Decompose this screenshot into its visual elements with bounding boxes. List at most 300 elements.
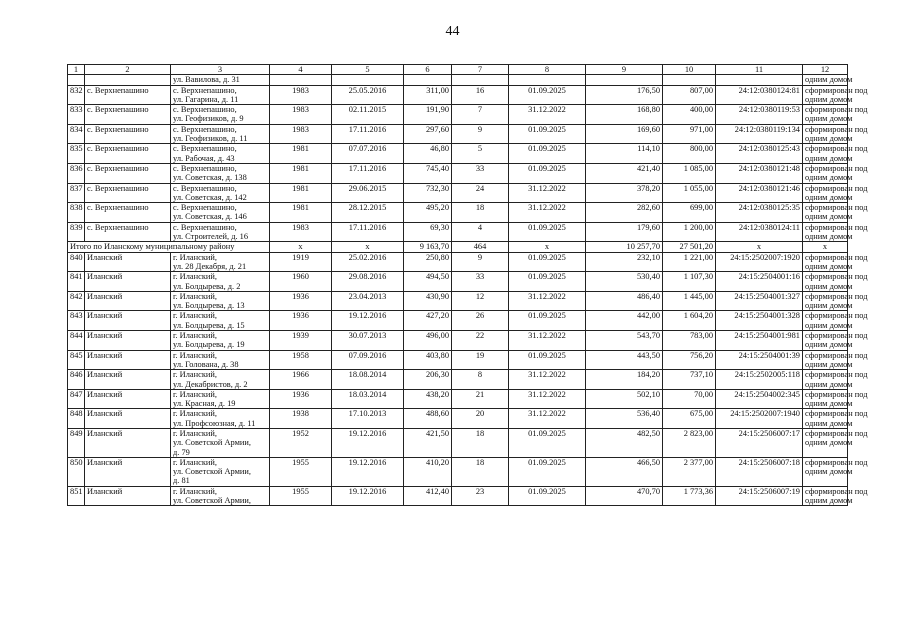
cell-date: 19.12.2016 — [332, 486, 404, 506]
total-area: 9 163,70 — [404, 242, 452, 252]
table-row — [68, 486, 848, 506]
cell-year: 1955 — [270, 486, 332, 506]
cell-area: 745,40 — [404, 163, 452, 183]
cell-number: 848 — [68, 409, 85, 429]
cell-date: 19.12.2016 — [332, 457, 404, 486]
cell-municipality: Иланский — [85, 272, 171, 292]
cell-area-2: 486,40 — [586, 291, 663, 311]
cell-residents: 12 — [452, 291, 509, 311]
cell-address: ул. Вавилова, д. 31 — [171, 75, 270, 85]
cell-number: 846 — [68, 370, 85, 390]
cell-municipality: Иланский — [85, 389, 171, 409]
cell-residents: 18 — [452, 457, 509, 486]
cell-address: с. Верхнепашино, ул. Гагарина, д. 11 — [171, 85, 270, 105]
cell-municipality: Иланский — [85, 291, 171, 311]
cell-year: 1955 — [270, 457, 332, 486]
cell-area-2: 282,60 — [586, 203, 663, 223]
cell-municipality: Иланский — [85, 252, 171, 272]
cell-cost: 1 107,30 — [663, 272, 716, 292]
cell-year: 1952 — [270, 428, 332, 457]
cell-residents: 21 — [452, 389, 509, 409]
cell-number: 834 — [68, 124, 85, 144]
total-residents: 464 — [452, 242, 509, 252]
cell-area-2: 470,70 — [586, 486, 663, 506]
cell-date: 07.07.2016 — [332, 144, 404, 164]
column-header: 2 — [85, 65, 171, 75]
cell-date: 02.11.2015 — [332, 105, 404, 125]
cell-date: 19.12.2016 — [332, 311, 404, 331]
cell-municipality: Иланский — [85, 370, 171, 390]
cell-number: 844 — [68, 331, 85, 351]
cell-municipality: Иланский — [85, 457, 171, 486]
cell-status: сформирован под одним домом — [803, 409, 848, 429]
cell-area-2: 168,80 — [586, 105, 663, 125]
cell-cadastral: 24:12:0380119:134 — [716, 124, 803, 144]
cell-cadastral: 24:12:0380119:53 — [716, 105, 803, 125]
cell-cost: 1 200,00 — [663, 222, 716, 242]
cell-plan-date: 01.09.2025 — [509, 272, 586, 292]
cell-cadastral: 24:15:2506007:17 — [716, 428, 803, 457]
cell-cadastral: 24:15:2502005:118 — [716, 370, 803, 390]
cell-status: сформирован под одним домом — [803, 350, 848, 370]
cell-residents: 18 — [452, 203, 509, 223]
cell-status: сформирован под одним домом — [803, 105, 848, 125]
cell-residents: 18 — [452, 428, 509, 457]
table-row — [68, 428, 848, 457]
cell-municipality: с. Верхнепашино — [85, 124, 171, 144]
cell-empty — [716, 75, 803, 85]
cell-municipality: Иланский — [85, 428, 171, 457]
cell-year: 1958 — [270, 350, 332, 370]
cell-plan-date: 31.12.2022 — [509, 389, 586, 409]
table-row — [68, 370, 848, 390]
cell-number: 842 — [68, 291, 85, 311]
table-row — [68, 331, 848, 351]
cell-plan-date: 01.09.2025 — [509, 163, 586, 183]
cell-address: г. Иланский, ул. Декабристов, д. 2 — [171, 370, 270, 390]
cell-municipality: с. Верхнепашино — [85, 144, 171, 164]
cell-cost: 1 085,00 — [663, 163, 716, 183]
cell-address: с. Верхнепашино, ул. Советская, д. 142 — [171, 183, 270, 203]
column-header: 7 — [452, 65, 509, 75]
cell-area: 488,60 — [404, 409, 452, 429]
cell-area-2: 543,70 — [586, 331, 663, 351]
table-row — [68, 291, 848, 311]
cell-status: сформирован под одним домом — [803, 85, 848, 105]
cell-year: 1981 — [270, 203, 332, 223]
table-row — [68, 350, 848, 370]
table-row — [68, 252, 848, 272]
cell-cost: 1 445,00 — [663, 291, 716, 311]
cell-date: 23.04.2013 — [332, 291, 404, 311]
cell-plan-date: 01.09.2025 — [509, 252, 586, 272]
cell-status: одним домом — [803, 75, 848, 85]
table-row — [68, 163, 848, 183]
cell-plan-date: 31.12.2022 — [509, 183, 586, 203]
cell-cost: 800,00 — [663, 144, 716, 164]
cell-number: 832 — [68, 85, 85, 105]
table-row — [68, 124, 848, 144]
cell-plan-date: 31.12.2022 — [509, 291, 586, 311]
cell-area: 495,20 — [404, 203, 452, 223]
cell-address: г. Иланский, ул. Болдырева, д. 2 — [171, 272, 270, 292]
cell-municipality: Иланский — [85, 331, 171, 351]
cell-date: 17.11.2016 — [332, 163, 404, 183]
cell-area: 311,00 — [404, 85, 452, 105]
cell-area: 427,20 — [404, 311, 452, 331]
cell-status: сформирован под одним домом — [803, 486, 848, 506]
cell-cadastral: 24:15:2504001:328 — [716, 311, 803, 331]
cell-area-2: 530,40 — [586, 272, 663, 292]
cell-date: 17.11.2016 — [332, 222, 404, 242]
header-row — [68, 65, 848, 75]
cell-residents: 7 — [452, 105, 509, 125]
cell-plan-date: 01.09.2025 — [509, 144, 586, 164]
table-row — [68, 203, 848, 223]
cell-status: сформирован под одним домом — [803, 222, 848, 242]
cell-cadastral: 24:15:2502007:1940 — [716, 409, 803, 429]
cell-plan-date: 01.09.2025 — [509, 457, 586, 486]
cell-number: 833 — [68, 105, 85, 125]
cell-cadastral: 24:12:0380124:11 — [716, 222, 803, 242]
cell-year: 1983 — [270, 124, 332, 144]
total-area-2: 10 257,70 — [586, 242, 663, 252]
page-number: 44 — [445, 24, 460, 39]
cell-cost: 400,00 — [663, 105, 716, 125]
cell-address: с. Верхнепашино, ул. Советская, д. 146 — [171, 203, 270, 223]
cell-status: сформирован под одним домом — [803, 144, 848, 164]
cell-cadastral: 24:12:0380121:46 — [716, 183, 803, 203]
cell-plan-date: 01.09.2025 — [509, 222, 586, 242]
cell-number: 845 — [68, 350, 85, 370]
cell-number: 835 — [68, 144, 85, 164]
cell-number: 849 — [68, 428, 85, 457]
cell-address: с. Верхнепашино, ул. Геофизиков, д. 9 — [171, 105, 270, 125]
cell-cadastral: 24:15:2504001:39 — [716, 350, 803, 370]
cell-number: 851 — [68, 486, 85, 506]
total-plan-date: х — [509, 242, 586, 252]
cell-area-2: 482,50 — [586, 428, 663, 457]
table-row — [68, 389, 848, 409]
cell-cadastral: 24:12:0380124:81 — [716, 85, 803, 105]
cell-residents: 9 — [452, 124, 509, 144]
cell-plan-date: 01.09.2025 — [509, 311, 586, 331]
cell-status: сформирован под одним домом — [803, 370, 848, 390]
cell-area: 191,90 — [404, 105, 452, 125]
cell-year: 1983 — [270, 85, 332, 105]
cell-year: 1983 — [270, 222, 332, 242]
cell-residents: 8 — [452, 370, 509, 390]
cell-cadastral: 24:15:2502007:1920 — [716, 252, 803, 272]
cell-status: сформирован под одним домом — [803, 389, 848, 409]
cell-status: сформирован под одним домом — [803, 203, 848, 223]
cell-year: 1981 — [270, 183, 332, 203]
cell-residents: 33 — [452, 163, 509, 183]
total-cost: 27 501,20 — [663, 242, 716, 252]
cell-plan-date: 01.09.2025 — [509, 350, 586, 370]
table-row — [68, 311, 848, 331]
cell-cadastral: 24:12:0380121:48 — [716, 163, 803, 183]
column-header: 6 — [404, 65, 452, 75]
cell-year: 1936 — [270, 389, 332, 409]
column-header: 10 — [663, 65, 716, 75]
cell-status: сформирован под одним домом — [803, 252, 848, 272]
cell-address: г. Иланский, ул. Красная, д. 19 — [171, 389, 270, 409]
cell-address: с. Верхнепашино, ул. Геофизиков, д. 11 — [171, 124, 270, 144]
cell-area: 250,80 — [404, 252, 452, 272]
column-header: 11 — [716, 65, 803, 75]
cell-cost: 2 377,00 — [663, 457, 716, 486]
cell-municipality: Иланский — [85, 486, 171, 506]
total-year: х — [270, 242, 332, 252]
cell-area: 421,50 — [404, 428, 452, 457]
cell-status: сформирован под одним домом — [803, 183, 848, 203]
cell-plan-date: 01.09.2025 — [509, 428, 586, 457]
cell-number: 847 — [68, 389, 85, 409]
cell-municipality: с. Верхнепашино — [85, 183, 171, 203]
cell-area: 410,20 — [404, 457, 452, 486]
cell-number: 837 — [68, 183, 85, 203]
cell-area-2: 169,60 — [586, 124, 663, 144]
table-row — [68, 183, 848, 203]
cell-date: 19.12.2016 — [332, 428, 404, 457]
cell-cost: 807,00 — [663, 85, 716, 105]
cell-plan-date: 01.09.2025 — [509, 85, 586, 105]
cell-area-2: 536,40 — [586, 409, 663, 429]
cell-area-2: 184,20 — [586, 370, 663, 390]
cell-municipality: Иланский — [85, 350, 171, 370]
cell-municipality: с. Верхнепашино — [85, 105, 171, 125]
housing-register-table — [67, 64, 868, 506]
total-cadastral: х — [716, 242, 803, 252]
cell-cadastral: 24:15:2504001:981 — [716, 331, 803, 351]
cell-cost: 1 773,36 — [663, 486, 716, 506]
cell-cost: 737,10 — [663, 370, 716, 390]
cell-status: сформирован под одним домом — [803, 291, 848, 311]
cell-residents: 22 — [452, 331, 509, 351]
cell-plan-date: 31.12.2022 — [509, 203, 586, 223]
cell-number: 841 — [68, 272, 85, 292]
table-row — [68, 272, 848, 292]
cell-cost: 1 604,20 — [663, 311, 716, 331]
cell-municipality: с. Верхнепашино — [85, 85, 171, 105]
cell-residents: 26 — [452, 311, 509, 331]
cell-cost: 1 055,00 — [663, 183, 716, 203]
cell-area: 430,90 — [404, 291, 452, 311]
cell-empty — [404, 75, 452, 85]
cell-status: сформирован под одним домом — [803, 311, 848, 331]
cell-municipality: Иланский — [85, 311, 171, 331]
column-header: 12 — [803, 65, 848, 75]
cell-residents: 23 — [452, 486, 509, 506]
cell-municipality — [85, 75, 171, 85]
cell-area-2: 502,10 — [586, 389, 663, 409]
cell-year: 1939 — [270, 331, 332, 351]
cell-empty — [586, 75, 663, 85]
cell-address: г. Иланский, ул. Советской Армии, д. 79 — [171, 428, 270, 457]
cell-date: 18.08.2014 — [332, 370, 404, 390]
cell-year: 1960 — [270, 272, 332, 292]
cell-municipality: Иланский — [85, 409, 171, 429]
cell-residents: 19 — [452, 350, 509, 370]
cell-number: 850 — [68, 457, 85, 486]
cell-address: с. Верхнепашино, ул. Рабочая, д. 43 — [171, 144, 270, 164]
cell-municipality: с. Верхнепашино — [85, 222, 171, 242]
cell-area-2: 442,00 — [586, 311, 663, 331]
cell-date: 25.05.2016 — [332, 85, 404, 105]
cell-empty — [663, 75, 716, 85]
cell-year: 1966 — [270, 370, 332, 390]
cell-status: сформирован под одним домом — [803, 428, 848, 457]
cell-status: сформирован под одним домом — [803, 124, 848, 144]
cell-area-2: 114,10 — [586, 144, 663, 164]
cell-cadastral: 24:15:2506007:18 — [716, 457, 803, 486]
cell-cost: 783,00 — [663, 331, 716, 351]
cell-residents: 4 — [452, 222, 509, 242]
cell-empty — [332, 75, 404, 85]
cell-status: сформирован под одним домом — [803, 457, 848, 486]
cell-area: 403,80 — [404, 350, 452, 370]
cell-date: 25.02.2016 — [332, 252, 404, 272]
cell-area-2: 176,50 — [586, 85, 663, 105]
cell-cost: 1 221,00 — [663, 252, 716, 272]
cell-area: 69,30 — [404, 222, 452, 242]
cell-date: 07.09.2016 — [332, 350, 404, 370]
cell-cost: 699,00 — [663, 203, 716, 223]
cell-address: с. Верхнепашино, ул. Строителей, д. 16 — [171, 222, 270, 242]
cell-address: г. Иланский, ул. Болдырева, д. 19 — [171, 331, 270, 351]
column-header: 9 — [586, 65, 663, 75]
cell-date: 30.07.2013 — [332, 331, 404, 351]
cell-address: г. Иланский, ул. Болдырева, д. 15 — [171, 311, 270, 331]
cell-address: г. Иланский, ул. 28 Декабря, д. 21 — [171, 252, 270, 272]
cell-municipality: с. Верхнепашино — [85, 203, 171, 223]
cell-plan-date: 01.09.2025 — [509, 124, 586, 144]
cell-date: 18.03.2014 — [332, 389, 404, 409]
cell-date: 29.08.2016 — [332, 272, 404, 292]
cell-address: г. Иланский, ул. Профсоюзная, д. 11 — [171, 409, 270, 429]
cell-municipality: с. Верхнепашино — [85, 163, 171, 183]
cell-address: г. Иланский, ул. Болдырева, д. 13 — [171, 291, 270, 311]
cell-empty — [509, 75, 586, 85]
cell-number: 836 — [68, 163, 85, 183]
cell-plan-date: 31.12.2022 — [509, 409, 586, 429]
cell-date: 29.06.2015 — [332, 183, 404, 203]
cell-residents: 24 — [452, 183, 509, 203]
cell-number: 838 — [68, 203, 85, 223]
cell-year: 1936 — [270, 291, 332, 311]
cell-cadastral: 24:12:0380125:35 — [716, 203, 803, 223]
cell-cost: 756,20 — [663, 350, 716, 370]
table-row — [68, 105, 848, 125]
cell-plan-date: 01.09.2025 — [509, 486, 586, 506]
cell-area: 732,30 — [404, 183, 452, 203]
cell-year: 1983 — [270, 105, 332, 125]
cell-area: 206,30 — [404, 370, 452, 390]
cell-area: 297,60 — [404, 124, 452, 144]
cell-area-2: 466,50 — [586, 457, 663, 486]
table-row — [68, 85, 848, 105]
column-header: 3 — [171, 65, 270, 75]
cell-area: 412,40 — [404, 486, 452, 506]
cell-cost: 70,00 — [663, 389, 716, 409]
column-header: 5 — [332, 65, 404, 75]
table-row — [68, 409, 848, 429]
cell-residents: 16 — [452, 85, 509, 105]
cell-area-2: 443,50 — [586, 350, 663, 370]
column-header: 1 — [68, 65, 85, 75]
cell-plan-date: 31.12.2022 — [509, 370, 586, 390]
cell-empty — [270, 75, 332, 85]
cell-year: 1981 — [270, 163, 332, 183]
table-row — [68, 222, 848, 242]
cell-area-2: 179,60 — [586, 222, 663, 242]
continuation-row — [68, 75, 848, 85]
cell-number: 843 — [68, 311, 85, 331]
total-label: Итого по Иланскому муниципальному району — [68, 242, 270, 252]
cell-cadastral: 24:15:2504002:345 — [716, 389, 803, 409]
cell-cost: 675,00 — [663, 409, 716, 429]
table-body — [68, 65, 868, 506]
cell-date: 28.12.2015 — [332, 203, 404, 223]
cell-status: сформирован под одним домом — [803, 163, 848, 183]
cell-area-2: 232,10 — [586, 252, 663, 272]
cell-residents: 33 — [452, 272, 509, 292]
cell-number: 839 — [68, 222, 85, 242]
total-status: х — [803, 242, 848, 252]
cell-residents: 5 — [452, 144, 509, 164]
cell-area-2: 421,40 — [586, 163, 663, 183]
cell-number: 840 — [68, 252, 85, 272]
total-row — [68, 242, 848, 252]
cell-area: 494,50 — [404, 272, 452, 292]
cell-area-2: 378,20 — [586, 183, 663, 203]
cell-area: 46,80 — [404, 144, 452, 164]
cell-address: г. Иланский, ул. Советской Армии, д. 81 — [171, 457, 270, 486]
cell-area: 438,20 — [404, 389, 452, 409]
table-row — [68, 457, 848, 486]
cell-cadastral: 24:15:2504001:16 — [716, 272, 803, 292]
cell-plan-date: 31.12.2022 — [509, 331, 586, 351]
cell-year: 1919 — [270, 252, 332, 272]
cell-status: сформирован под одним домом — [803, 272, 848, 292]
cell-date: 17.11.2016 — [332, 124, 404, 144]
cell-year: 1938 — [270, 409, 332, 429]
cell-plan-date: 31.12.2022 — [509, 105, 586, 125]
cell-cost: 971,00 — [663, 124, 716, 144]
cell-cadastral: 24:15:2504001:327 — [716, 291, 803, 311]
cell-area: 496,00 — [404, 331, 452, 351]
cell-address: г. Иланский, ул. Голована, д. 38 — [171, 350, 270, 370]
column-header: 8 — [509, 65, 586, 75]
cell-empty — [452, 75, 509, 85]
cell-status: сформирован под одним домом — [803, 331, 848, 351]
cell-address: г. Иланский, ул. Советской Армии, — [171, 486, 270, 506]
cell-cadastral: 24:12:0380125:43 — [716, 144, 803, 164]
table-row — [68, 144, 848, 164]
cell-number — [68, 75, 85, 85]
cell-year: 1936 — [270, 311, 332, 331]
cell-cadastral: 24:15:2506007:19 — [716, 486, 803, 506]
cell-residents: 20 — [452, 409, 509, 429]
cell-address: с. Верхнепашино, ул. Советская, д. 138 — [171, 163, 270, 183]
cell-residents: 9 — [452, 252, 509, 272]
cell-cost: 2 823,00 — [663, 428, 716, 457]
column-header: 4 — [270, 65, 332, 75]
cell-year: 1981 — [270, 144, 332, 164]
cell-date: 17.10.2013 — [332, 409, 404, 429]
total-date: х — [332, 242, 404, 252]
